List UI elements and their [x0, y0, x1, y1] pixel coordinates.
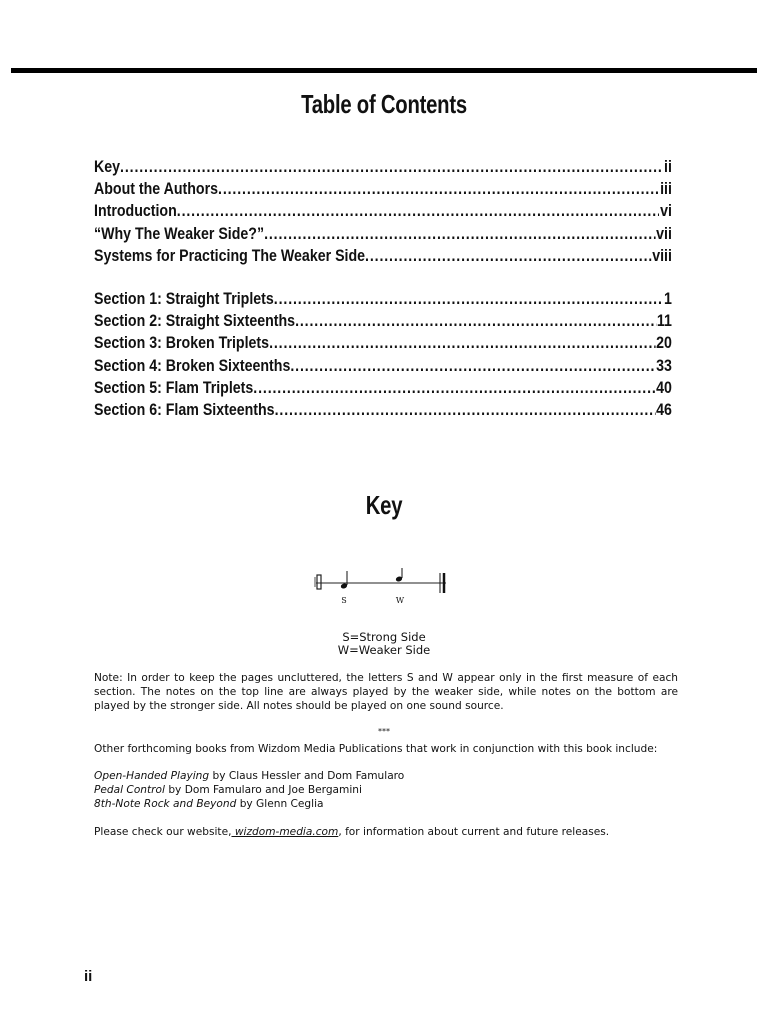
toc-leader-dots	[120, 158, 663, 177]
toc-front-matter	[94, 158, 672, 269]
toc-entry[interactable]	[94, 180, 672, 202]
note-strong	[340, 571, 348, 589]
note-weak	[395, 568, 403, 582]
website-line	[94, 825, 678, 839]
toc-leader-dots	[269, 334, 655, 353]
toc-entry[interactable]	[94, 379, 672, 401]
toc-entry-page: 20	[656, 334, 672, 353]
book-title: Open-Handed Playing	[94, 770, 210, 782]
toc-entry-page: 46	[656, 400, 672, 419]
toc-leader-dots	[253, 379, 655, 398]
toc-entry-page: 11	[656, 312, 672, 331]
toc-entry[interactable]	[94, 357, 672, 379]
toc-entry-page: 1	[664, 290, 672, 308]
key-title: Key	[365, 490, 403, 520]
website-suffix: , for information about current and future releases.	[338, 826, 610, 838]
toc-entry-title: Introduction	[94, 202, 177, 221]
label-s: S	[341, 596, 347, 605]
toc-leader-dots	[177, 202, 659, 221]
toc-entry-page: ii	[664, 158, 672, 176]
toc-entry[interactable]	[94, 225, 672, 247]
toc-entry[interactable]	[94, 334, 672, 356]
toc-entry-title: Section 4: Broken Sixteenths	[94, 356, 291, 375]
toc-entry-title: Systems for Practicing The Weaker Side	[94, 246, 366, 265]
toc-entry-title: About the Authors	[94, 180, 219, 199]
toc-entry-page: vii	[656, 224, 672, 243]
book-item	[94, 769, 678, 783]
toc-entry-title: Section 5: Flam Triplets	[94, 378, 254, 397]
book-authors: by Glenn Ceglia	[236, 798, 324, 810]
website-link[interactable]: wizdom-media.com	[231, 826, 339, 838]
other-books-intro: Other forthcoming books from Wizdom Media Publications that work in conjunction with this book include:	[94, 743, 658, 755]
toc-entry-page: 40	[656, 378, 672, 397]
toc-sections	[94, 290, 672, 423]
book-authors: by Claus Hessler and Dom Famularo	[209, 770, 405, 782]
toc-entry[interactable]	[94, 401, 672, 423]
toc-entry-page: vi	[660, 202, 672, 221]
book-title: Pedal Control	[94, 784, 165, 796]
toc-leader-dots	[274, 290, 663, 309]
label-w: W	[395, 596, 405, 605]
toc-leader-dots	[218, 180, 659, 199]
toc-leader-dots	[290, 357, 655, 376]
toc-entry[interactable]	[94, 290, 672, 312]
book-item	[94, 797, 678, 811]
books-list	[94, 769, 678, 811]
legend-strong: S=Strong Side	[342, 630, 426, 644]
separator-stars: ***	[378, 727, 390, 736]
toc-entry-title: “Why The Weaker Side?”	[94, 224, 265, 243]
toc-entry-page: iii	[660, 180, 672, 199]
toc-leader-dots	[275, 401, 656, 420]
toc-entry-title: Section 3: Broken Triplets	[94, 334, 270, 353]
toc-entry-page: 33	[656, 356, 672, 375]
percussion-clef	[317, 575, 321, 589]
toc-leader-dots	[264, 225, 655, 244]
toc-entry-title: Section 1: Straight Triplets	[94, 290, 274, 308]
toc-title: Table of Contents	[301, 89, 467, 119]
book-title: 8th-Note Rock and Beyond	[94, 798, 237, 810]
toc-entry[interactable]	[94, 312, 672, 334]
book-authors: by Dom Famularo and Joe Bergamini	[164, 784, 362, 796]
key-note: Note: In order to keep the pages uncluttered, the letters S and W appear only in the first measure of each section. The notes on the top line are always played by the weaker side, while notes on the bottom are played by the stronger side. All notes should be played on one sound source.	[94, 672, 678, 712]
book-item	[94, 783, 678, 797]
toc-entry[interactable]	[94, 202, 672, 224]
toc-entry-page: viii	[652, 246, 672, 265]
page-number: ii	[84, 968, 93, 985]
top-rule	[11, 68, 757, 73]
toc-leader-dots	[365, 247, 651, 266]
website-prefix: Please check our website,	[94, 826, 232, 838]
legend-weak: W=Weaker Side	[337, 643, 431, 657]
toc-entry[interactable]	[94, 158, 672, 180]
toc-entry-title: Key	[94, 158, 121, 176]
notation-example	[312, 568, 452, 608]
toc-leader-dots	[295, 312, 656, 331]
toc-entry-title: Section 2: Straight Sixteenths	[94, 312, 296, 331]
toc-entry[interactable]	[94, 247, 672, 269]
toc-entry-title: Section 6: Flam Sixteenths	[94, 400, 275, 419]
